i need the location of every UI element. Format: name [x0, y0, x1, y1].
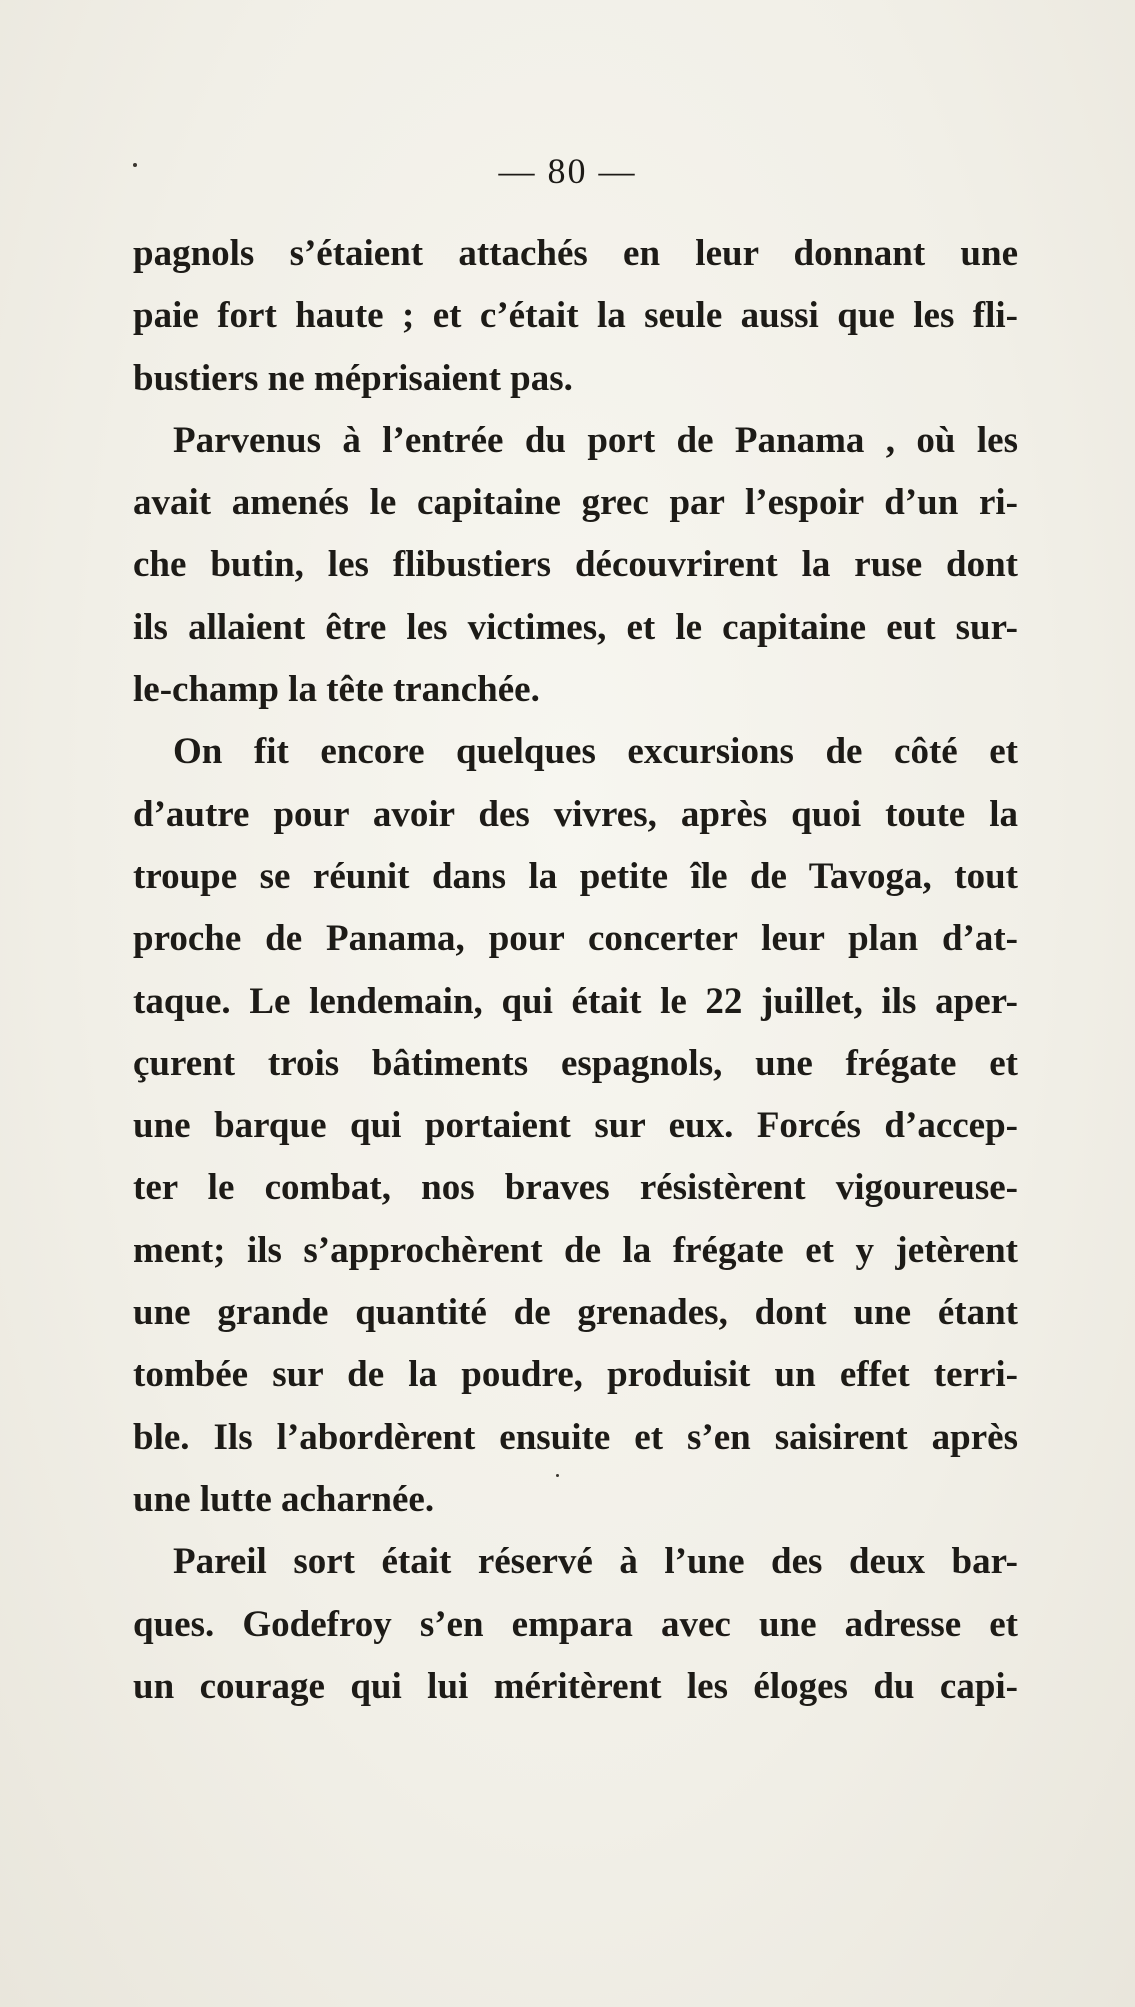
text-line: une grande quantité de grenades, dont une étant	[133, 1292, 1018, 1334]
page-number: — 80 —	[498, 151, 637, 191]
text-line: ques. Godefroy s’en empara avec une adresse et	[133, 1603, 1018, 1645]
text-line: ble. Ils l’abordèrent ensuite et s’en saisirent après	[133, 1416, 1018, 1458]
text-line: che butin, les flibustiers découvrirent la ruse dont	[133, 544, 1018, 586]
text-line: ment; ils s’approchèrent de la frégate et y jetèrent	[133, 1229, 1018, 1271]
paragraph-start-line: On fit encore quelques excursions de côté et	[173, 731, 1018, 773]
text-line: d’autre pour avoir des vivres, après quoi toute la	[133, 793, 1018, 835]
paragraph-start-line: Parvenus à l’entrée du port de Panama , où les	[173, 419, 1018, 461]
text-line: çurent trois bâtiments espagnols, une frégate et	[133, 1042, 1018, 1084]
text-line: ils allaient être les victimes, et le capitaine eut sur-	[133, 606, 1018, 648]
text-line: troupe se réunit dans la petite île de Tavoga, tout	[133, 855, 1018, 897]
text-line: pagnols s’étaient attachés en leur donnant une	[133, 233, 1018, 274]
body-text	[133, 223, 1018, 1718]
text-line: paie fort haute ; et c’était la seule aussi que les fli-	[133, 295, 1018, 337]
text-line: le-champ la tête tranchée.	[133, 669, 540, 711]
text-line: avait amenés le capitaine grec par l’espoir d’un ri-	[133, 482, 1018, 524]
text-line: ter le combat, nos braves résistèrent vigoureuse-	[133, 1167, 1018, 1209]
text-line: un courage qui lui méritèrent les éloges du capi-	[133, 1665, 1018, 1707]
text-line: tombée sur de la poudre, produisit un effet terri-	[133, 1354, 1018, 1396]
text-line: une lutte acharnée.	[133, 1478, 435, 1520]
text-line: taque. Le lendemain, qui était le 22 juillet, ils aper-	[133, 980, 1018, 1022]
paragraph-start-line: Pareil sort était réservé à l’une des deux bar-	[173, 1541, 1018, 1583]
text-line: proche de Panama, pour concerter leur plan d’at-	[133, 918, 1018, 960]
text-line: une barque qui portaient sur eux. Forcés d’accep-	[133, 1105, 1018, 1147]
text-line: bustiers ne méprisaient pas.	[133, 357, 573, 399]
